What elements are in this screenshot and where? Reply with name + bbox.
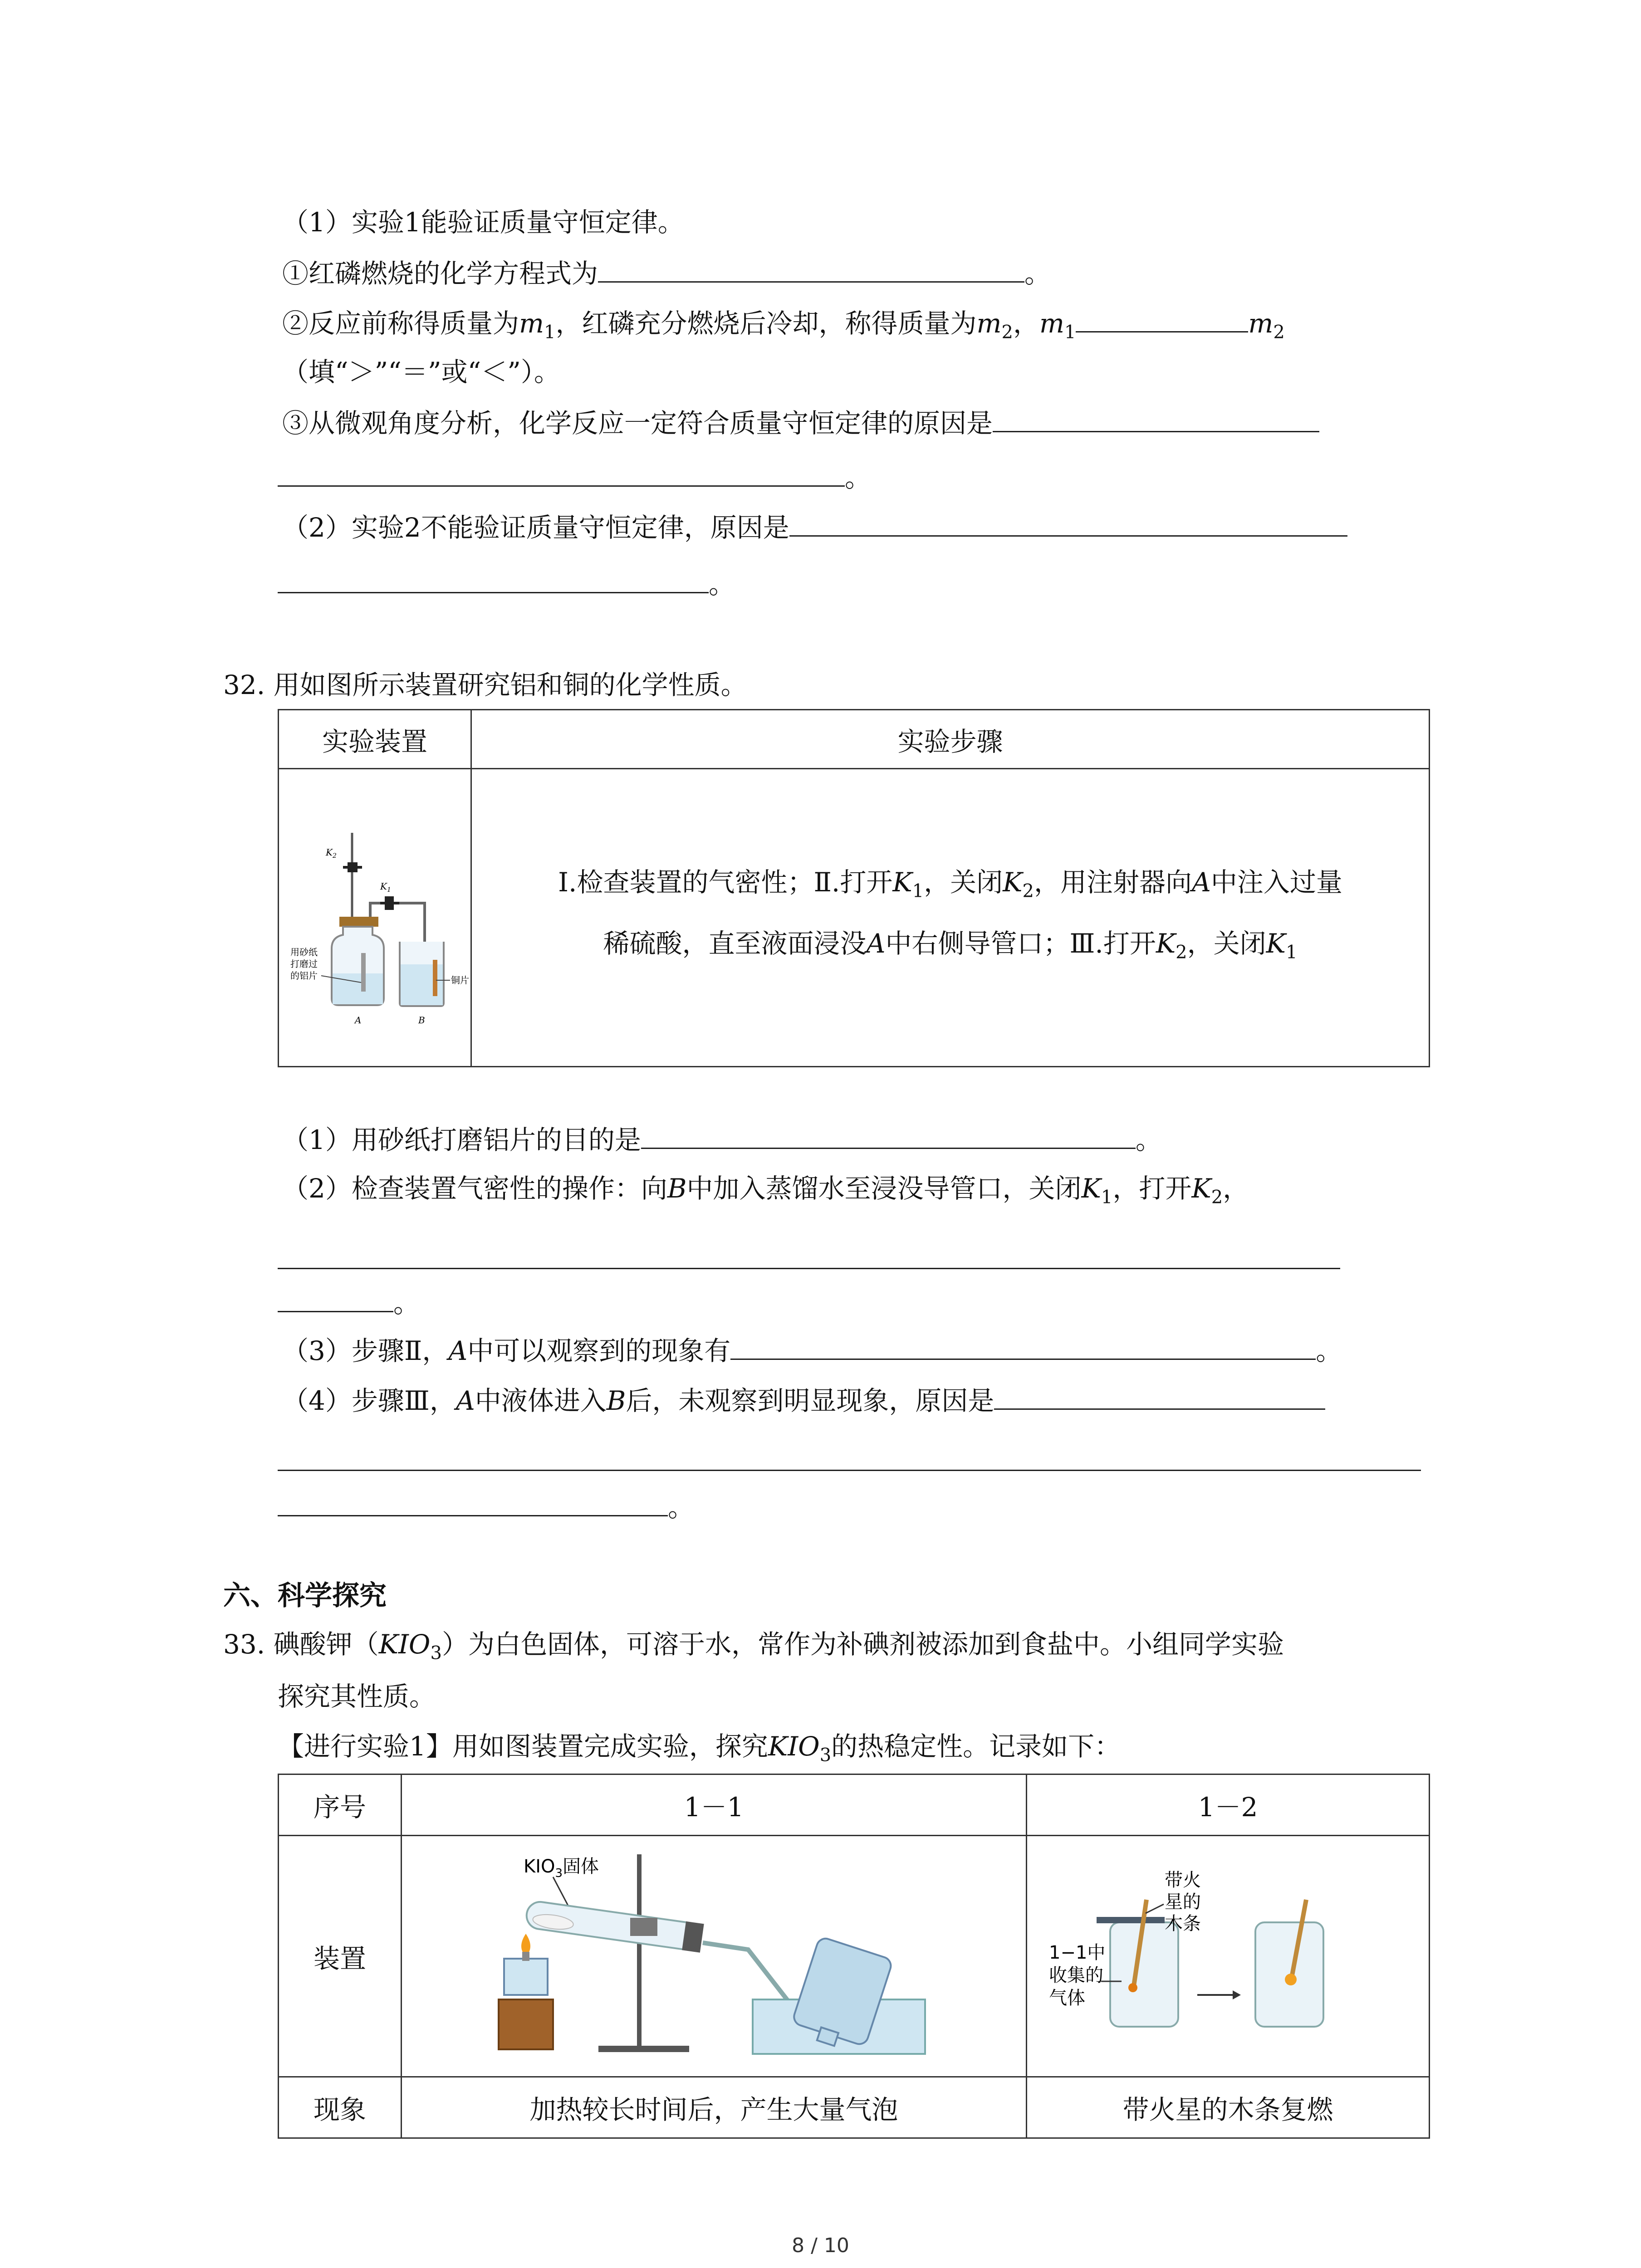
thermal-decomposition-apparatus-illustration — [403, 1836, 1025, 2070]
glowing-splint-test-illustration — [1029, 1836, 1428, 2070]
q32-part1: （1）用砂纸打磨铝片的目的是 。 — [282, 1120, 1162, 1158]
q31-part1-c: ③从微观角度分析，化学反应一定符合质量守恒定律的原因是 — [282, 404, 1319, 441]
steps-line-1: Ⅰ.检查装置的气密性；Ⅱ.打开$K_1$，关闭$K_2$，用注射器向A中注入过量 — [558, 867, 1342, 902]
aluminum-copper-apparatus-illustration — [279, 769, 470, 1060]
q31-part1-b: ②反应前称得质量为$m_1$，红磷充分燃烧后冷却，称得质量为$m_2$，$m_1$ $m_2$ — [282, 304, 1285, 351]
label-glowing-splint-2: 星的 — [1164, 1892, 1201, 1912]
answer-blank[interactable] — [730, 1331, 1316, 1360]
answer-rule[interactable] — [278, 1470, 1421, 1471]
label-kio3-solid: $KIO_3$固体 — [523, 1856, 599, 1880]
answer-blank[interactable] — [278, 1284, 393, 1312]
q33-stem-line2: 探究其性质。 — [278, 1681, 436, 1712]
table-header-device: 实验装置 — [279, 710, 471, 769]
q31-part2: （2）实验2不能验证质量守恒定律，原因是 — [282, 508, 1347, 546]
q31-part2-cont: 。 — [278, 565, 735, 602]
q32-table — [278, 709, 1430, 1067]
answer-blank[interactable] — [598, 254, 1024, 283]
table-header-1-2: 1－2 — [1027, 1774, 1430, 1836]
answer-blank[interactable] — [994, 1381, 1325, 1410]
q33-table — [278, 1774, 1430, 2139]
answer-blank[interactable] — [789, 508, 1347, 537]
q32-part2: （2）检查装置气密性的操作：向B中加入蒸馏水至浸没导管口，关闭$K_1$，打开$K_2$， — [282, 1173, 1249, 1208]
q32-apparatus-figure — [279, 769, 471, 1067]
table-header-steps: 实验步骤 — [471, 710, 1430, 769]
q32-part3: （3）步骤Ⅱ，A中可以观察到的现象有 。 — [282, 1331, 1342, 1369]
q32-part2-cont: 。 — [278, 1284, 420, 1321]
q32-stem: 32. 用如图所示装置研究铝和铜的化学性质。 — [223, 670, 747, 700]
q33-stem-line1: 33. 碘酸钾$(KIO_3)$为白色固体，可溶于水，常作为补碘剂被添加到食盐中。小组同学实验 — [223, 1629, 1284, 1664]
label-bottle-a: A — [355, 1015, 362, 1026]
answer-blank[interactable] — [641, 1120, 1136, 1149]
label-copper: 铜片 — [451, 975, 469, 986]
label-k2: $K_2$ — [326, 847, 337, 860]
label-collected-gas-1: 1−1中 — [1048, 1942, 1105, 1963]
table-header-seq: 序号 — [279, 1774, 402, 1836]
answer-rule[interactable] — [278, 1268, 1340, 1269]
glowing-splint-test-cell — [1027, 1836, 1430, 2077]
label-aluminum-2: 打磨过 — [290, 958, 318, 969]
answer-blank[interactable] — [993, 404, 1319, 432]
section-title: 六、科学探究 — [223, 1580, 387, 1612]
label-aluminum-1: 用砂纸 — [290, 947, 318, 958]
q31-part1-b-fill: （填“＞”“＝”或“＜”）。 — [282, 357, 560, 387]
q32-part4: （4）步骤Ⅲ，A中液体进入B后，未观察到明显现象，原因是 — [282, 1381, 1325, 1419]
label-glowing-splint-1: 带火 — [1164, 1870, 1201, 1891]
heating-apparatus-cell — [402, 1836, 1027, 2077]
table-header-1-1: 1－1 — [402, 1774, 1027, 1836]
answer-blank[interactable] — [1076, 304, 1248, 332]
q31-part1-title: （1）实验1能验证质量守恒定律。 — [282, 207, 684, 238]
phenomenon-1-2: 带火星的木条复燃 — [1027, 2077, 1430, 2138]
phenomenon-1-1: 加热较长时间后，产生大量气泡 — [402, 2077, 1027, 2138]
answer-blank[interactable] — [278, 1488, 668, 1516]
label-collected-gas-3: 气体 — [1048, 1988, 1085, 2009]
label-beaker-b: B — [418, 1015, 425, 1026]
label-glowing-splint-3: 木条 — [1164, 1913, 1201, 1934]
q31-part1-a: ①红磷燃烧的化学方程式为 。 — [282, 254, 1051, 292]
q33-experiment1-intro: 【进行实验1】用如图装置完成实验，探究$KIO_3$的热稳定性。记录如下： — [278, 1731, 1121, 1766]
label-k1: $K_1$ — [380, 881, 391, 894]
q32-part4-cont: 。 — [278, 1488, 694, 1525]
steps-line-2: 稀硫酸，直至液面浸没A中右侧导管口；Ⅲ.打开$K_2$，关闭$K_1$ — [603, 928, 1298, 963]
answer-blank[interactable] — [278, 458, 845, 487]
q32-steps-cell — [471, 769, 1430, 1067]
row-label-phenomenon: 现象 — [279, 2077, 402, 2138]
label-aluminum-3: 的铝片 — [290, 970, 318, 981]
q31-part1-c-cont: 。 — [278, 458, 871, 496]
row-label-device: 装置 — [279, 1836, 402, 2077]
label-collected-gas-2: 收集的 — [1048, 1965, 1103, 1986]
answer-blank[interactable] — [278, 565, 709, 593]
page-number: 8 / 10 — [792, 2234, 849, 2257]
